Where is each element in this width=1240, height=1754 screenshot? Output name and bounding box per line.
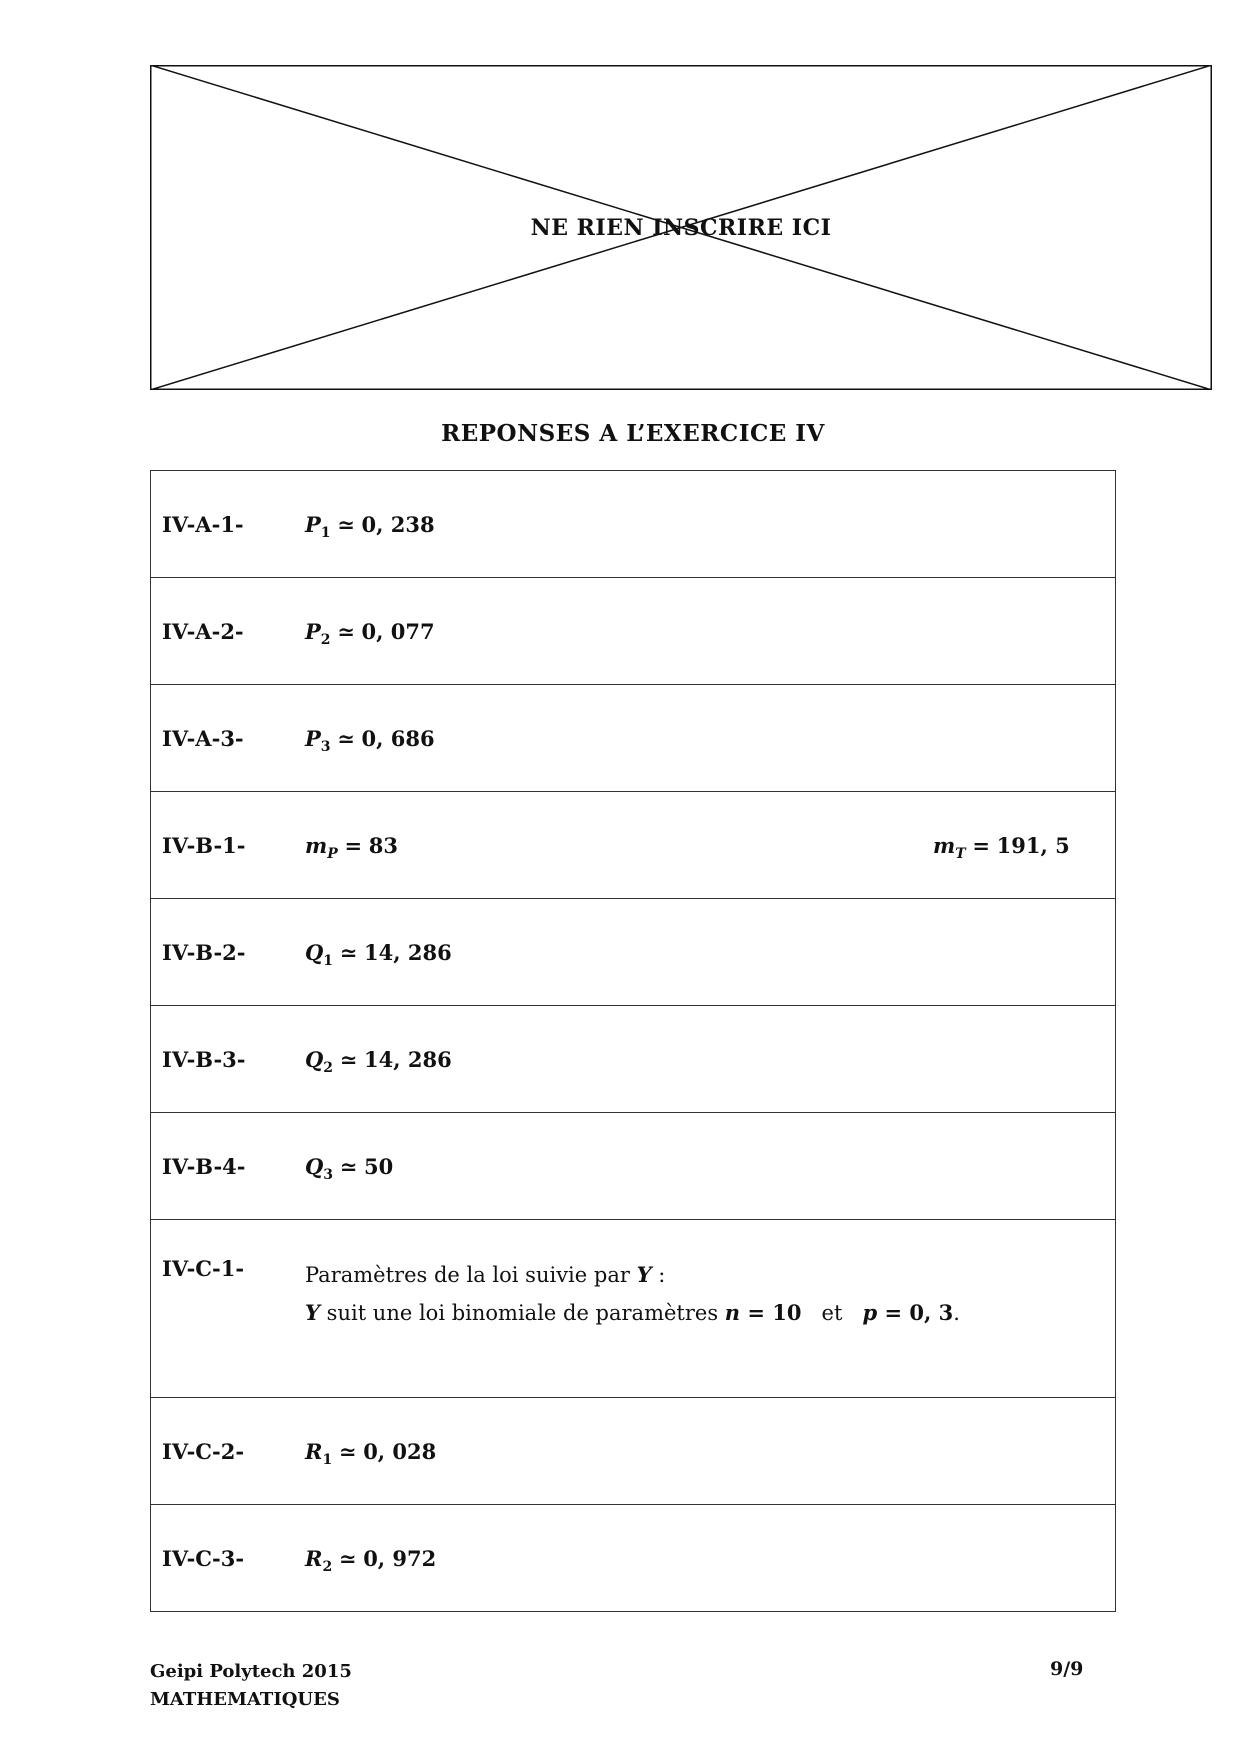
question-label: IV-C-1- (151, 1220, 306, 1398)
table-row (151, 1113, 1116, 1220)
answer-cell: $Q_3$ ≃ 50 (305, 1113, 1116, 1220)
page-title: REPONSES A L’EXERCICE IV (441, 420, 825, 447)
answer-cell: $R_2$ ≃ 0, 972 (305, 1505, 1116, 1612)
answer-cell (305, 1220, 1116, 1398)
answer-cell: $P_3$ ≃ 0, 686 (305, 685, 1116, 792)
footer-exam-name: Geipi Polytech 2015 (150, 1661, 352, 1682)
footer-info (150, 1658, 352, 1714)
answer-cell: $R_1$ ≃ 0, 028 (305, 1398, 1116, 1505)
question-label: IV-A-3- (151, 685, 306, 792)
table-row (151, 792, 1116, 899)
question-label: IV-B-1- (151, 792, 306, 899)
answers-table (150, 470, 1116, 1612)
table-row (151, 471, 1116, 578)
table-row (151, 1220, 1116, 1398)
question-label: IV-C-2- (151, 1398, 306, 1505)
table-row (151, 685, 1116, 792)
second-answer: $m_T = 191$, 5 (933, 832, 1070, 862)
answer-cell: $Q_2$ ≃ 14, 286 (305, 1006, 1116, 1113)
answer-cell: $m_P = 83$ $m_T = 191$, 5 (305, 792, 1116, 899)
answer-line-1: Paramètres de la loi suivie par Y : (305, 1262, 666, 1287)
answer-cell: $P_2$ ≃ 0, 077 (305, 578, 1116, 685)
question-label: IV-B-3- (151, 1006, 306, 1113)
footer-subject: MATHEMATIQUES (150, 1689, 340, 1710)
table-row (151, 1505, 1116, 1612)
table-row (151, 578, 1116, 685)
question-label: IV-A-1- (151, 471, 306, 578)
table-row (151, 1006, 1116, 1113)
answer-cell: $P_1$ ≃ 0, 238 (305, 471, 1116, 578)
question-label: IV-C-3- (151, 1505, 306, 1612)
table-row (151, 899, 1116, 1006)
do-not-write-label: NE RIEN INSCRIRE ICI (530, 215, 832, 241)
question-label: IV-B-4- (151, 1113, 306, 1220)
question-label: IV-B-2- (151, 899, 306, 1006)
do-not-write-box (150, 65, 1212, 390)
table-row (151, 1398, 1116, 1505)
question-label: IV-A-2- (151, 578, 306, 685)
page-number: 9/9 (1050, 1658, 1084, 1680)
answer-cell: $Q_1$ ≃ 14, 286 (305, 899, 1116, 1006)
answer-line-2: Y suit une loi binomiale de paramètres n = 10 et p = 0, 3. (305, 1300, 960, 1325)
